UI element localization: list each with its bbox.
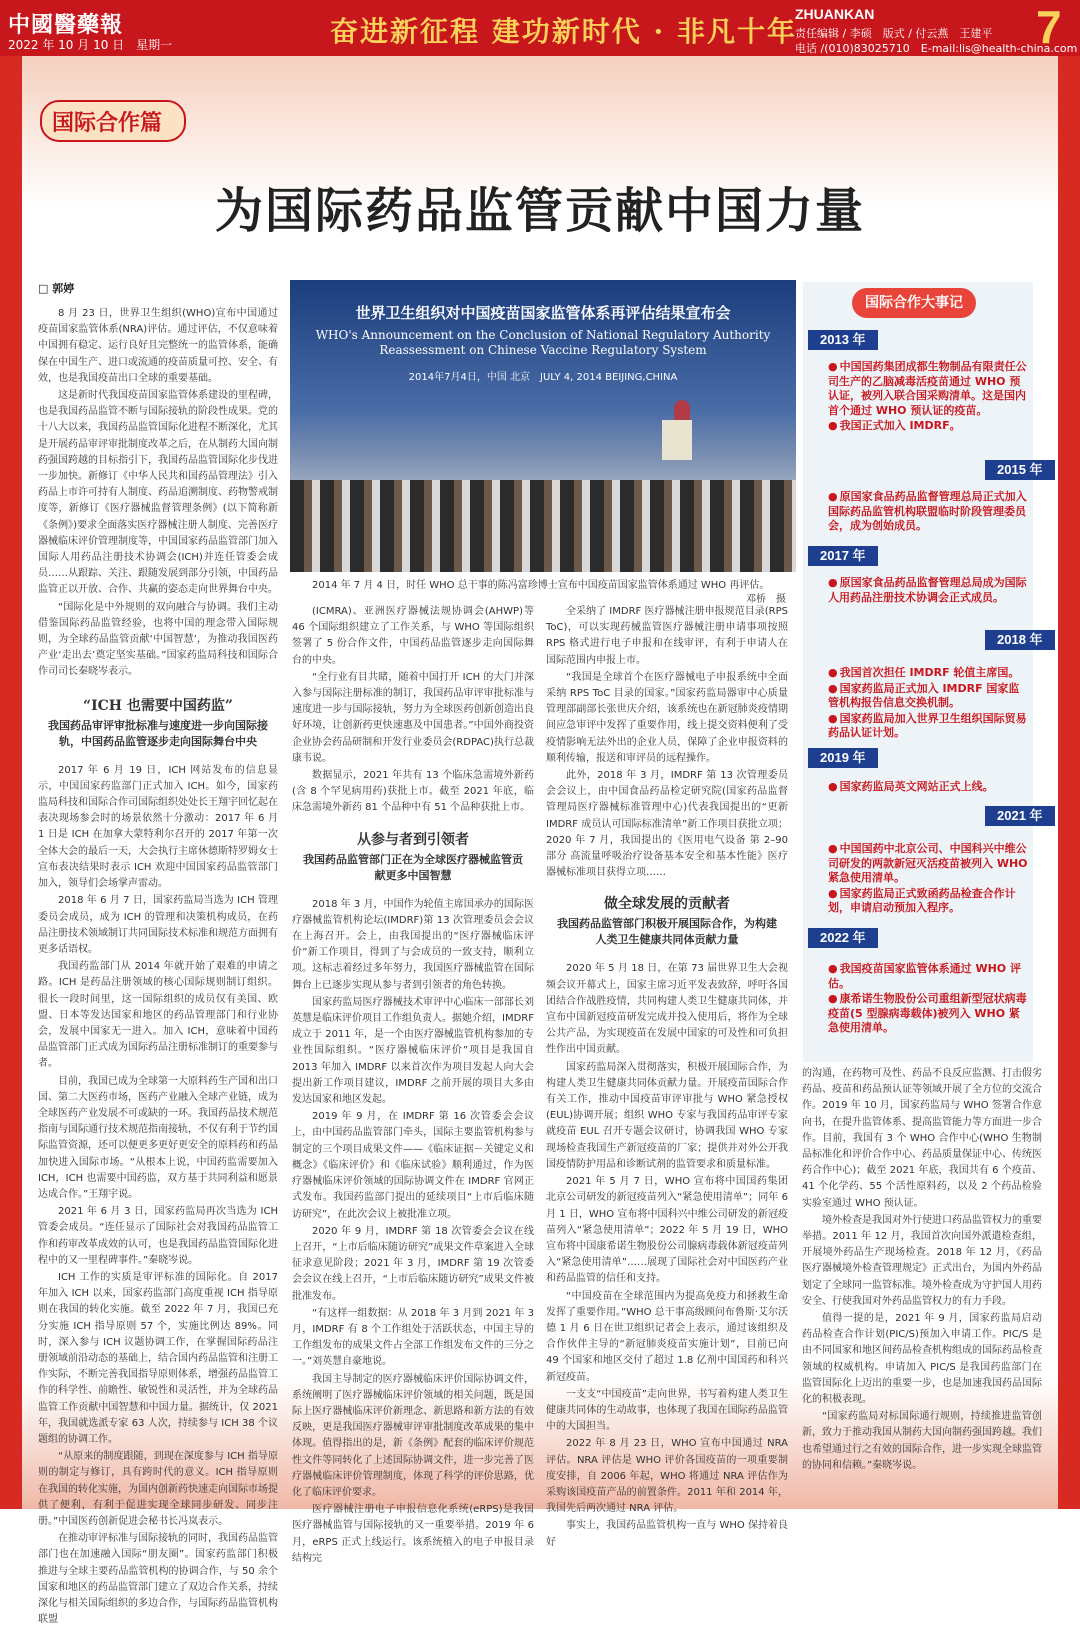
paragraph: 2020 年 9 月，IMDRF 第 18 次管委会会议在线上召开，“上市后临床随访研究”成果文件草案进入全球征求意见阶段；2021 年 3 月，IMDRF 第 19 次管委会会议在线上召开，“上市后临床随访研究”成果文件被批准发布。 (292, 1225, 534, 1302)
paragraph: ICH 工作的实质是审评标准的国际化。自 2017 年加入 ICH 以来，国家药监部门高度重视 ICH 指导原则在我国的转化实施。截至 2022 年 7 月，我国已充分实施 ICH 指导原则 57 个，实施比例达 89%。同时，深入参与 ICH 议题协调工作，在掌握国际药品注册领域前沿动态的基础上，结合国内药品监管和注册工作实际，不断完善我国指导原则体系，增强药品监管工作的科学性、前瞻性、敏锐性和灵活性，并为全球药品监管工作贡献中国智慧和中国力量。据统计，仅 2021 年，我国就选派专家 63 人次，持续参与 ICH 38 个议题组的协调工作。 (38, 1271, 278, 1445)
timeline-event: ● 康希诺生物股份公司重组新型冠状病毒疫苗(5 型腺病毒载体)被列入 WHO 紧急使用清单。 (828, 992, 1028, 1036)
timeline-event: ● 国家药监局正式致函药品检查合作计划，申请启动预加入程序。 (828, 887, 1028, 916)
photo-caption-text: 2014 年 7 月 4 日，时任 WHO 总干事的陈冯富珍博士宣布中国疫苗国家监管体系通过 WHO 再评估。 (312, 580, 770, 591)
timeline-event: ● 国家药监局加入世界卫生组织国际贸易药品认证计划。 (828, 712, 1028, 741)
news-photo (290, 280, 796, 572)
audience (290, 480, 796, 572)
paragraph: “全行业有目共睹，随着中国打开 ICH 的大门并深入参与国际注册标准的制订，我国药品审评审批标准与速度进一步与国际接轨，努力为全球医药创新创造出良好环境，让创新药更快速惠及中国患者。”中国外商投资企业协会药品研制和开发行业委员会(RDPAC)执行总裁康韦说。 (292, 671, 534, 764)
paragraph: 2022 年 8 月 23 日，WHO 宣布中国通过 NRA 评估。NRA 评估是 WHO 评价各国疫苗的一项重要制度安排，自 2006 年起，WHO 将通过 NRA 评估作为采购该国疫苗产品的前置条件。2011 年和 2014 年，我国先后两次通过 NRA 评估。 (546, 1438, 788, 1515)
subheading-summary: 我国药品监管部门积极开展国际合作，为构建人类卫生健康共同体贡献力量 (557, 917, 777, 947)
timeline-event: ● 国家药监局英文网站正式上线。 (828, 780, 1028, 795)
timeline-year: 2022 年 (808, 928, 878, 948)
timeline-title: 国际合作大事记 (852, 288, 976, 318)
paragraph: 境外检查是我国对外行使进口药品监管权力的重要举措。2011 年 12 月，我国首次向国外派遣检查组，开展境外药品生产现场检查。2018 年 12 月，《药品医疗器械境外检查管理规定》正式出台，为国内外药品划定了全球同一监管标准。境外检查成为守护国人用药安全、行使我国对外药品监管权力的有力手段。 (802, 1214, 1042, 1307)
paragraph: 的沟通，在药物可及性、药品不良反应监测、打击假劣药品、疫苗和药品预认证等领域开展了全方位的交流合作。2019 年 10 月，国家药监局与 WHO 签署合作意向书，在提升监管体系、提高监管能力等方面进一步合作。目前，我国有 3 个 WHO 合作中心(WHO 生物制品标准化和评价合作中心、药品质量保证中心、传统医药合作中心)；截至 2021 年底，我国共有 6 个疫苗、41 个化学药、55 个活性原料药，以及 2 个药品检验实验室通过 WHO 预认证。 (802, 1068, 1042, 1209)
article-column-3 (546, 604, 788, 1548)
timeline-year: 2021 年 (985, 806, 1055, 826)
timeline-event: ● 我国疫苗国家监管体系通过 WHO 评估。 (828, 962, 1028, 991)
timeline-event: ● 我国首次担任 IMDRF 轮值主席国。 (828, 666, 1028, 681)
paragraph: 事实上，我国药品监管机构一直与 WHO 保持着良好 (546, 1520, 788, 1548)
subheading-summary: 我国药品监管部门正在为全球医疗器械监管贡献更多中国智慧 (303, 852, 523, 882)
paragraph: 一支支“中国疫苗”走向世界，书写着构建人类卫生健康共同体的生动故事，也体现了我国在国际药品监管中的大国担当。 (546, 1388, 788, 1433)
subheading-title: “ICH 也需要中国药监” (83, 697, 233, 714)
page-number: 7 (1036, 1, 1062, 53)
paragraph: 医疗器械注册电子申报信息化系统(eRPS)是我国医疗器械监管与国际接轨的又一重要举措。2019 年 6 月，eRPS 正式上线运行。该系统植入的电子申报目录结构完 (292, 1504, 534, 1564)
paragraph: 8 月 23 日，世界卫生组织(WHO)宣布中国通过疫苗国家监管体系(NRA)评估。通过评估，不仅意味着中国拥有稳定、运行良好且完整统一的监管体系，能确保在中国生产、进口或流通的疫苗质量可控、安全、有效，也是我国疫苗出口全球的重要基础。 (38, 308, 278, 384)
timeline-year: 2013 年 (808, 330, 878, 350)
timeline-event: ● 我国正式加入 IMDRF。 (828, 419, 1028, 434)
paragraph: 目前，我国已成为全球第一大原料药生产国和出口国、第二大医药市场，医药产业融入全球产业链，成为全球医药产业发展不可或缺的一环。我国药品技术规范指南与国际通行技术规范指南接轨，不仅有利于节约国际监管资源，还可以便更多更好更安全的原料药和药品加快进入国际市场。“从根本上说，中国药监需要加入 ICH，ICH 也需要中国药监，双方基于共同利益和愿景达成合作。”王翔宇说。 (38, 1075, 278, 1200)
timeline-events (828, 360, 1028, 435)
podium (662, 420, 692, 460)
timeline-event: ● 中国国药集团成都生物制品有限责任公司生产的乙脑减毒活疫苗通过 WHO 预认证，被列入联合国采购清单。这是国内首个通过 WHO 预认证的疫苗。 (828, 360, 1028, 418)
timeline-events (828, 490, 1028, 535)
paragraph: 我国主导制定的医疗器械临床评价国际协调文件，系统阐明了医疗器械临床评价领域的相关问题，既是国际上医疗器械临床评价新理念、新思路和新方法的有效反映，更是我国医疗器械审评审批制度改革成果的集中体现。值得指出的是，新《条例》配套的临床评价规范性文件等同转化了上述国际协调文件，进一步完善了医疗器械临床评价管理制度，体现了科学的评价思路，优化了临床评价要求。 (292, 1373, 534, 1498)
author-byline: □ 郭婷 (38, 282, 75, 295)
paragraph: 我国药监部门从 2014 年就开始了艰难的申请之路。ICH 是药品注册领域的核心国际规则制订组织。很长一段时间里，这一国际组织的成员仅有美国、欧盟、日本等发达国家和地区的药品管理部门和行业协会，发展中国家无一进入。加入 ICH，意味着中国药品监管部门正式成为国际药品注册标准制订的重要参与者。 (38, 961, 278, 1070)
page-slogan: 奋进新征程 建功新时代 · 非凡十年 (330, 15, 797, 48)
paragraph: 数据显示，2021 年共有 13 个临床急需境外新药(含 8 个罕见病用药)获批上市。截至 2021 年底，临床急需境外新药 81 个品种中有 51 个品种获批上市。 (292, 770, 534, 814)
paragraph: 这是新时代我国疫苗国家监管体系建设的里程碑，也是我国药品监管不断与国际接轨的阶段性成果。党的十八大以来，我国药品监管国际化进程不断深化，尤其是开展药品审评审批制度改革之后，在从制药大国向制药强国跨越的目标指引下，我国药品监管国际化步伐进一步加快。新修订《中华人民共和国药品管理法》引入药品上市许可持有人制度、药品追溯制度、药物警戒制度等，新修订《医疗器械监督管理条例》(以下简称新《条例》)要求全面落实医疗器械注册人制度、完善医疗器械临床评价管理制度等，中国国家药品监管部门加入国际人用药品注册技术协调会(ICH)并连任管委会成员……从跟踪、关注、跟随发展到部分引领，中国药品监管正以开放、合作、共赢的姿态走向世界舞台中央。 (38, 390, 278, 596)
paragraph: (ICMRA)、亚洲医疗器械法规协调会(AHWP)等 46 个国际组织建立了工作关系，与 WHO 等国际组织签署了 5 份合作文件，中国药品监管逐步走向国际舞台的中央。 (292, 606, 534, 666)
paragraph: “我国是全球首个在医疗器械电子申报系统中全面采纳 RPS ToC 目录的国家。”国家药监局器审中心质量管理部副部长张世庆介绍，该系统也在新冠肺炎疫情期间应急审评中发挥了重要作用，线上提交资料便利了受疫情影响无法外出的企业人员，保障了企业申报资料的顺利传输，报送和审评员的远程操作。 (546, 671, 788, 764)
section-tag-text: 国际合作篇 (52, 110, 163, 136)
masthead (0, 0, 1080, 56)
page-headline: 为国际药品监管贡献中国力量 (214, 183, 865, 239)
paragraph: “国家药监局对标国际通行规则，持续推进监管创新，致力于推动我国从制药大国向制药强国跨越。我们也希望通过行之有效的国际合作，进一步实现全球监管的协同和信赖。”秦晓岑说。 (802, 1411, 1042, 1471)
paragraph: 国家药监局医疗器械技术审评中心临床一部部长刘英慧是临床评价项目工作组负责人。据她介绍，IMDRF 成立于 2011 年，是一个由医疗器械监管机构参加的专业性国际组织。“医疗器械临床评价”项目是我国自 2013 年加入 IMDRF 以来首次作为项目发起人向大会提出新工作项目建议，IMDRF 之前开展的项目大多由发达国家和地区发起。 (292, 996, 534, 1106)
contact-line: 电话 /(010)83025710 E-mail:lis@health-china.com (795, 42, 1078, 55)
paragraph: 2017 年 6 月 19 日，ICH 网站发布的信息显示，中国国家药监部门正式加入 ICH。如今，国家药监局科技和国际合作司国际组织处处长王翔宇回忆起在表决现场参会时的场景依然十分激动：2017 年 6 月 1 日是 ICH 在加拿大蒙特利尔召开的 2017 年第一次全体大会的最后一天，大会执行主席休德斯特罗姆女士宣布表决结果时表示 ICH 欢迎中国国家药品监管部门加入，领导们会场掌声雷动。 (38, 764, 278, 890)
paragraph: 全采纳了 IMDRF 医疗器械注册申报规范目录(RPS ToC)，可以实现药械监管医疗器械注册申请事项按照 RPS 格式进行电子申报和在线审评，有利于申请人在国际范围内申报上市。 (546, 606, 788, 666)
paragraph: 值得一提的是，2021 年 9 月，国家药监局启动药品检查合作计划(PIC/S)预加入申请工作。PIC/S 是由不同国家和地区间药品检查机构组成的国际药品检查领域的权威机构。申请加入 PIC/S 是我国药监部门在监管国际化上迈出的重要一步，也是加速我国药品国际化的积极表现。 (802, 1313, 1042, 1406)
timeline-event: ● 原国家食品药品监督管理总局成为国际人用药品注册技术协调会正式成员。 (828, 576, 1028, 605)
paragraph: 2018 年 3 月，中国作为轮值主席国承办的国际医疗器械监管机构论坛(IMDRF)第 13 次管理委员会会议在上海召开。会上，由我国提出的“医疗器械临床评价”新工作项目，得到了与会成员的一致支持，顺利立项。这标志着经过多年努力，我国医疗器械监管在国际舞台上已逐步实现从参与者到引领者的角色转换。 (292, 898, 534, 991)
timeline-events (828, 842, 1028, 917)
paragraph: “国际化是中外规则的双向融合与协调。我们主动借鉴国际药品监管经验，也将中国的理念带入国际规则，为全球药品监管贡献‘中国智慧’，为推动我国医药产业‘走出去’奠定坚实基础。”国家药监局科技和国际合作司司长秦晓岑表示。 (38, 601, 278, 678)
subheading-title: 做全球发展的贡献者 (604, 896, 730, 913)
photo-banner-date: 2014年7月4日，中国 北京 JULY 4, 2014 BEIJING,CHINA (408, 372, 678, 383)
article-column-1 (38, 306, 278, 1626)
photo-credit: 邓桥 摄 (746, 594, 786, 605)
timeline-event: ● 中国国药中北京公司、中国科兴中维公司研发的两款新冠灭活疫苗被列入 WHO 紧急使用清单。 (828, 842, 1028, 886)
editors-line: 责任编辑 / 李硕 版式 / 付云燕 王建平 (795, 27, 993, 40)
timeline-events (828, 666, 1028, 742)
paragraph: 2019 年 9 月，在 IMDRF 第 16 次管委会会议上，由中国药品监管部门牵头，国际主要监管机构参与制定的三个项目成果文件——《临床证据－关键定义和概念》《临床评价》和《临床试验》顺利通过，作为医疗器械临床评价领域的国际协调文件在 IMDRF 官网正式发布。我国药监部门提出的延续项目“上市后临床随访研究”，在此次会议上被批准立项。 (292, 1111, 534, 1220)
photo-caption (312, 576, 796, 605)
paragraph: 国家药监局深入贯彻落实，积极开展国际合作，为构建人类卫生健康共同体贡献力量。开展疫苗国际合作有关工作，推动中国疫苗审评审批与 WHO 紧急授权(EUL)协调开展；组织 WHO 专家与我国药品审评专家就疫苗 EUL 召开专题会议研讨，协调我国 WHO 专家现场检查我国生产新冠疫苗的厂家；提供并对外公开我国疫情防护用品和诊断试剂的监管要求和质量标准。 (546, 1061, 788, 1170)
paragraph: 此外，2018 年 3 月，IMDRF 第 13 次管理委员会会议上，由中国食品药品检定研究院(国家药品监督管理局医疗器械标准管理中心)代表我国提出的“更新 IMDRF 成员认可国际标准清单”新工作项目获批立项；2020 年 7 月，我国提出的《医用电气设备 第 2–90 部分 高流量呼吸治疗设备基本安全和基本性能》医疗器械标准项目获得立项…… (546, 770, 788, 879)
subheading-block (48, 695, 268, 753)
subheading-title: 从参与者到引领者 (357, 831, 469, 848)
timeline-year: 2019 年 (808, 748, 878, 768)
timeline-events (828, 780, 1028, 796)
newspaper-logo: 中國醫藥報 (8, 12, 124, 38)
paragraph: 2018 年 6 月 7 日，国家药监局当选为 ICH 管理委员会成员，成为 ICH 的管理和决策机构成员，在药品注册技术领域制订共同国际技术标准和规范方面拥有更多话语权。 (38, 895, 278, 955)
photo-banner-title: 世界卫生组织对中国疫苗国家监管体系再评估结果宣布会 (355, 304, 731, 322)
paragraph: “中国疫苗在全球范围内为提高免疫力和拯救生命发挥了重要作用。”WHO 总干事高级顾问布鲁斯·艾尔沃德 1 月 6 日在世卫组织记者会上表示，通过该组织及合作伙伴主导的“新冠肺炎疫苗实施计划”，目前已向 49 个国家和地区交付了超过 1.8 亿剂中国国药和科兴新冠疫苗。 (546, 1290, 788, 1383)
left-border (0, 56, 22, 1509)
paragraph: 在推动审评标准与国际接轨的同时，我国药品监管部门也在加速融入国际“朋友圈”。国家药监部门积极推进与全球主要药品监管机构的协调合作，与 50 余个国家和地区的药品监管部门建立了双边合作关系，持续深化与相关国际组织的多边合作，与国际药品监管机构联盟 (38, 1533, 278, 1626)
timeline-year: 2015 年 (985, 460, 1055, 480)
section-label: ZHUANKAN (795, 6, 875, 22)
paragraph: 2021 年 5 月 7 日，WHO 宣布将中国国药集团北京公司研发的新冠疫苗列入“紧急使用清单”；同年 6 月 1 日，WHO 宣布将中国科兴中维公司研发的新冠疫苗列入“紧急使用清单”；2022 年 5 月 19 日，WHO 宣布将中国康希诺生物股份公司腺病毒载体新冠疫苗列入“紧急使用清单”……展现了国际社会对中国医药产业和药品监管的信任和支持。 (546, 1176, 788, 1285)
paragraph: “有这样一组数据：从 2018 年 3 月到 2021 年 3 月，IMDRF 有 8 个工作组处于活跃状态，中国主导的工作组发布的成果文件占全部工作组发布文件的三分之一。”刘英慧自豪地说。 (292, 1307, 534, 1368)
issue-date: 2022 年 10 月 10 日 星期一 (8, 38, 173, 52)
timeline-events (828, 576, 1028, 606)
timeline-year: 2017 年 (808, 546, 878, 566)
section-tag (40, 100, 186, 142)
timeline-events (828, 962, 1028, 1037)
timeline-event: ● 原国家食品药品监督管理总局正式加入国际药品监管机构联盟临时阶段管理委员会，成为创始成员。 (828, 490, 1028, 534)
article-column-2 (292, 604, 534, 1564)
paragraph: 2021 年 6 月 3 日，国家药监局再次当选为 ICH 管委会成员。“连任显示了国际社会对我国药品监管工作和药审改革成效的认可，也是我国药品监管国际化进程中的又一里程碑事件。”秦晓岑说。 (38, 1206, 278, 1266)
subheading-summary: 我国药品审评审批标准与速度进一步向国际接轨，中国药品监管逐步走向国际舞台中央 (48, 718, 268, 748)
timeline-event: ● 国家药监局正式加入 IMDRF 国家监管机构报告信息交换机制。 (828, 682, 1028, 711)
right-border (1058, 56, 1080, 1509)
subheading-block (556, 893, 778, 951)
paragraph: 2020 年 5 月 18 日，在第 73 届世界卫生大会视频会议开幕式上，国家主席习近平发表致辞，呼吁各国团结合作战胜疫情，共同构建人类卫生健康共同体，并宣布中国新冠疫苗研发完成并投入使用后，将作为全球公共产品，为实现疫苗在发展中国家的可及性和可负担性作出中国贡献。 (546, 963, 788, 1056)
subheading-block (302, 829, 524, 887)
article-column-4 (802, 1066, 1042, 1471)
photo-banner-english: WHO's Announcement on the Conclusion of National Regulatory Authority Reassessment on Chinese Vaccine Regulatory System (315, 328, 771, 357)
timeline-year: 2018 年 (985, 630, 1055, 650)
paragraph: “从原来的制度跟随，到现在深度参与 ICH 指导原则的制定与修订，具有跨时代的意义。ICH 指导原则在我国的转化实施，为国内创新药快速走向国际市场提供了便利，有利于促进实现全球同步研发、同步注册。”中国医药创新促进会秘书长冯岚表示。 (38, 1451, 278, 1528)
